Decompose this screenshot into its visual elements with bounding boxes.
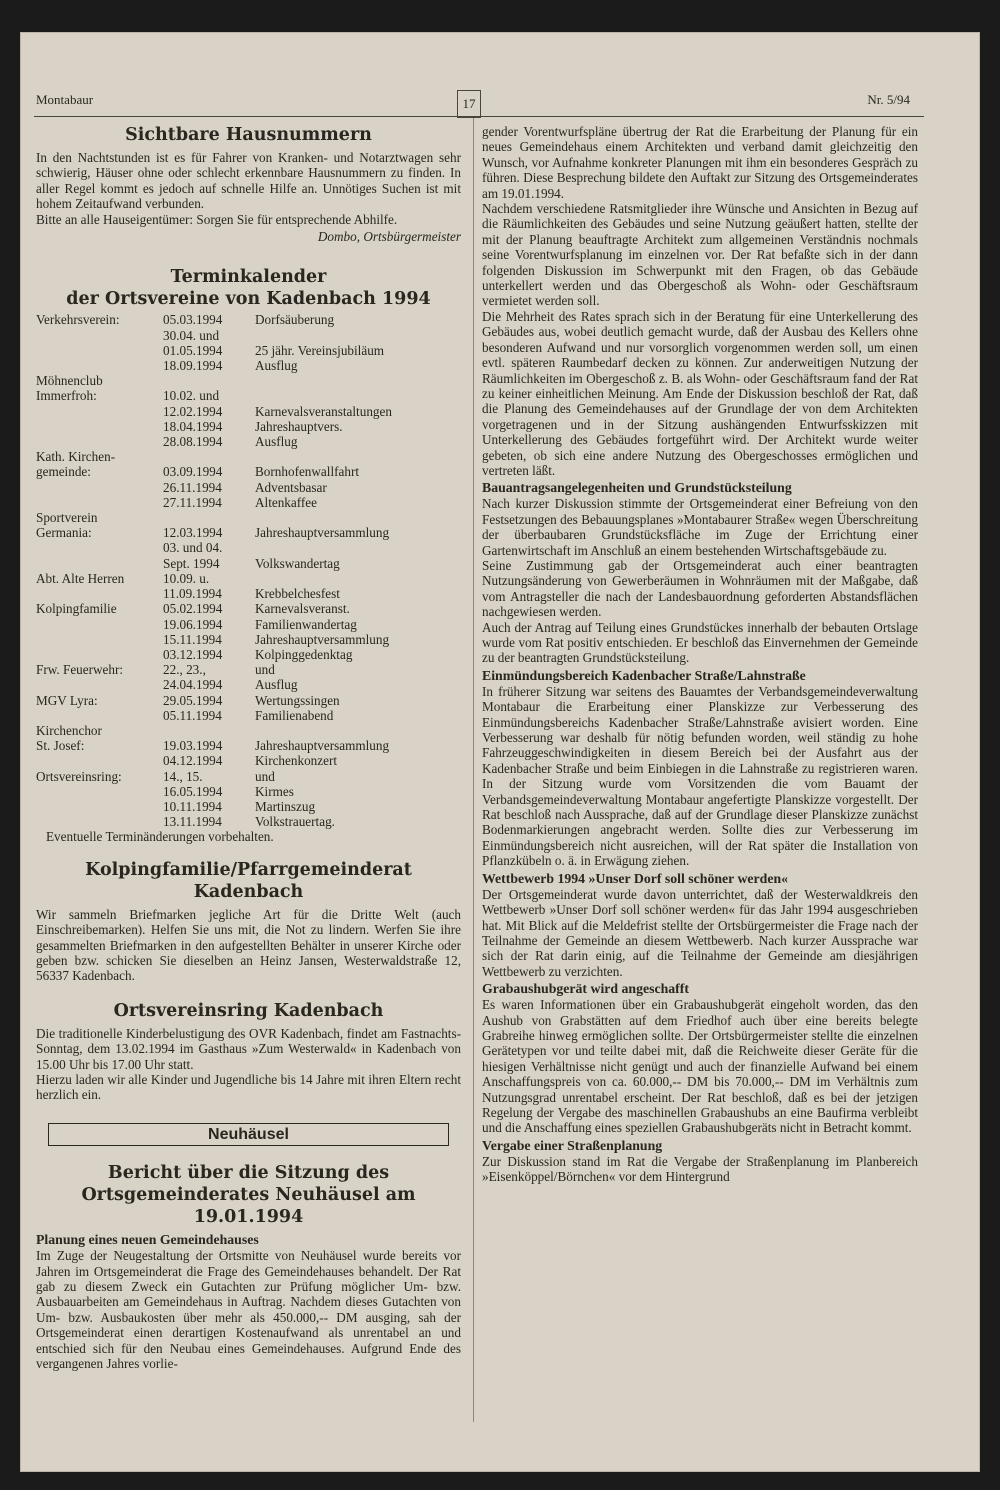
termin-event: Wertungssingen xyxy=(255,692,340,708)
subheadline-terminkalender: der Ortsvereine von Kadenbach 1994 xyxy=(66,289,431,310)
termin-event: Martinszug xyxy=(255,798,316,814)
termin-event: Ausflug xyxy=(255,434,298,450)
termin-event: Volkstrauertag. xyxy=(255,814,335,830)
paragraph: Auch der Antrag auf Teilung eines Grundstückes innerhalb der bebauten Ortslage wurde vom Rat positiv entschieden. Er beschloß das Einvernehmen der Gemeinde zu der beantragten Grundstücksteilung. xyxy=(482,619,918,666)
termin-event: Jahreshauptversammlung xyxy=(255,738,390,754)
headline-kolping: Kolpingfamilie/Pfarrgemeinderat Kadenbach xyxy=(85,859,412,902)
termin-row xyxy=(36,358,461,373)
header-town: Montabaur xyxy=(36,92,94,107)
termin-date: 05.11.1994 xyxy=(163,707,222,723)
paragraph: Hierzu laden wir alle Kinder und Jugendliche bis 14 Jahre mit ihren Eltern recht herzlich ein. xyxy=(36,1072,461,1103)
termin-event: Jahreshauptvers. xyxy=(255,418,343,434)
termin-row xyxy=(36,328,461,343)
headline-ovr: Ortsvereinsring Kadenbach xyxy=(113,1000,384,1021)
termin-row xyxy=(36,647,461,662)
termin-club xyxy=(36,814,163,829)
termin-event: Adventsbasar xyxy=(255,479,327,495)
termin-row xyxy=(36,373,461,388)
subheadline-bericht: Ortsgemeinderates Neuhäusel am 19.01.1994 xyxy=(81,1185,416,1228)
termin-date: 29.05.1994 xyxy=(163,692,223,708)
termin-date: 12.02.1994 xyxy=(163,403,223,419)
paragraph: Seine Zustimmung gab der Ortsgemeinderat auch einer beantragten Nutzungsänderung von Gewerberäumen in Wohnräumen mit der Maßgabe, daß vom Antragsteller die nach der Landesbauordnung geforderten Abstandsflächen nachgewiesen werden. xyxy=(482,557,918,620)
termin-club xyxy=(36,343,163,358)
termin-row xyxy=(36,480,461,495)
termin-event xyxy=(255,373,461,388)
subhead: Bauantragsangelegenheiten und Grundstücksteilung xyxy=(482,480,792,496)
termin-event: Bornhofenwallfahrt xyxy=(255,464,359,480)
subhead: Einmündungsbereich Kadenbacher Straße/Lahnstraße xyxy=(482,667,806,683)
termin-date xyxy=(163,510,255,525)
paragraph: Die Mehrheit des Rates sprach sich in der Beratung für eine Unterkellerung des Gebäudes aus, wobei deutlich gemacht wurde, daß der Ausbau des Kellers ohne besonderen Aufwand und nur vorsorglich vorgenommen werden soll, um einen evtl. späteren Raumbedarf decken zu können. Zur anderweitigen Nutzung der Räumlichkeiten im Obergeschoß z. B. als Wohn- oder Geschäftsraum fand der Rat zu keiner einheitlichen Meinung. Am Ende der Diskussion beschloß der Rat, daß die Planung des Gemeindehauses auf der Grundlage der von dem Architekten vorgetragenen und in der Sitzung aushängenden Entwurfsskizzen mit Unterkellerung des Gebäudes fortgeführt wird. Der Architekt wurde weiter gebeten, ob sich eine andere Nutzung des Obergeschosses ermöglichen und vertreten läßt. xyxy=(482,308,918,478)
termin-date: 22., 23., xyxy=(163,662,206,678)
termin-event xyxy=(255,510,461,525)
termin-event: Karnevalsveranst. xyxy=(255,601,350,617)
termin-club: St. Josef: xyxy=(36,738,85,754)
termin-row xyxy=(36,708,461,723)
termin-club xyxy=(36,404,163,419)
termin-date: 27.11.1994 xyxy=(163,494,222,510)
termin-row xyxy=(36,814,461,829)
termin-club: Ortsvereinsring: xyxy=(36,768,122,784)
subhead: Grabaushubgerät wird angeschafft xyxy=(482,981,689,997)
termin-club xyxy=(36,632,163,647)
termin-date: 10.09. u. xyxy=(163,570,210,586)
termin-note: Eventuelle Terminänderungen vorbehalten. xyxy=(46,829,274,845)
article-terminkalender xyxy=(36,266,461,844)
paragraph: In den Nachtstunden ist es für Fahrer von Kranken- und Notarztwagen sehr schwierig, Häuser ohne oder schlecht erkennbare Hausnummern zu finden. In aller Regel kommt es jedoch auf schnelle Hilfe an. Unnötiges Suchen ist mit hohem Zeitaufwand verbunden. xyxy=(36,150,461,212)
termin-club xyxy=(36,617,163,632)
section-box-neuhaeusel: Neuhäusel xyxy=(48,1123,449,1146)
termin-date: 13.11.1994 xyxy=(163,814,222,830)
termin-club: Kirchenchor xyxy=(36,722,102,738)
termin-date: 10.02. und xyxy=(163,388,220,404)
termin-event xyxy=(255,449,461,464)
termin-row xyxy=(36,449,461,464)
subhead: Planung eines neuen Gemeindehauses xyxy=(36,1232,259,1248)
termin-date: 19.06.1994 xyxy=(163,616,223,632)
termin-club xyxy=(36,784,163,799)
termin-club xyxy=(36,358,163,373)
termin-date xyxy=(163,723,255,738)
article-ovr xyxy=(36,1000,461,1103)
termin-row xyxy=(36,312,461,327)
termin-row xyxy=(36,617,461,632)
termin-row xyxy=(36,586,461,601)
termin-club: Immerfroh: xyxy=(36,388,97,404)
termin-club xyxy=(36,677,163,692)
termin-date: 26.11.1994 xyxy=(163,479,222,495)
termin-row xyxy=(36,419,461,434)
paragraph: Die traditionelle Kinderbelustigung des OVR Kadenbach, findet am Fastnachts-Sonntag, dem 13.02.1994 im Gasthaus »Zum Westerwald« in Kadenbach von 15.00 Uhr bis 17.00 Uhr statt. xyxy=(36,1025,461,1072)
termin-row xyxy=(36,495,461,510)
paragraph: Bitte an alle Hauseigentümer: Sorgen Sie für entsprechende Abhilfe. xyxy=(36,211,398,227)
termin-date: 11.09.1994 xyxy=(163,586,222,602)
termin-row xyxy=(36,784,461,799)
subhead: Vergabe einer Straßenplanung xyxy=(482,1137,663,1153)
termin-club xyxy=(36,419,163,434)
termin-date xyxy=(163,449,255,464)
paragraph: gender Vorentwurfspläne übertrug der Rat die Erarbeitung der Planung für ein neues Gemeindehaus einem Architekten und verband damit gleichzeitig den Wunsch, vor Aufnahme konkreter Planungen mit ihm ein besonderes Gespräch zu führen. Diese Besprechung bildete den Auftakt zur Sitzung des Ortsgemeinderates am 19.01.1994. xyxy=(482,124,918,201)
article-hausnummern xyxy=(36,124,461,244)
termin-row xyxy=(36,632,461,647)
termin-club: Kolpingfamilie xyxy=(36,601,117,617)
termin-club: Frw. Feuerwehr: xyxy=(36,662,124,678)
termin-date: 01.05.1994 xyxy=(163,342,223,358)
termin-event: und xyxy=(255,662,275,678)
signature: Dombo, Ortsbürgermeister xyxy=(317,229,461,245)
termin-event xyxy=(255,540,461,555)
newspaper-page xyxy=(20,32,980,1472)
issue-number: Nr. 5/94 xyxy=(867,92,910,107)
termin-club: Abt. Alte Herren xyxy=(36,570,125,586)
termin-row xyxy=(36,388,461,403)
termin-date: 14., 15. xyxy=(163,768,203,784)
headline-bericht: Bericht über die Sitzung des xyxy=(107,1163,390,1184)
paragraph: Wir sammeln Briefmarken jegliche Art für die Dritte Welt (auch Einschreibemarken). Helfen Sie uns mit, die Not zu lindern. Werfen Sie ihre gesammelten Briefmarken in den aufgestellten Behälter in unserer Kirche oder geben bzw. schicken Sie dieselben an Heinz Jansen, Westerwaldstraße 12, 56337 Kadenbach. xyxy=(36,906,461,984)
column-divider xyxy=(473,118,474,1422)
termin-event: Ausflug xyxy=(255,358,298,374)
termin-club: Kath. Kirchen- xyxy=(36,449,116,465)
termin-event: Familienwandertag xyxy=(255,616,357,632)
termin-date: 05.03.1994 xyxy=(163,312,223,328)
termin-club xyxy=(36,799,163,814)
termin-row xyxy=(36,769,461,784)
paragraph: Im Zuge der Neugestaltung der Ortsmitte von Neuhäusel wurde bereits vor Jahren im Ortsgemeinderat die Frage des Gemeindehauses behandelt. Der Rat gab zu diesem Zweck ein Gutachten zur Prüfung möglicher Um- bzw. Ausbauarbeiten am Gemeindehaus in Auftrag. Nachdem dieses Gutachten von Um- bzw. Ausbaukosten über mehr als 450.000,-- DM ausging, sah der Ortsgemeinderat einen derartigen Kostenaufwand als unrentabel an und entschied sich für den Neubau eines Gemeindehauses. Aufgrund Ende des vergangenen Jahres vorlie- xyxy=(36,1248,461,1372)
termin-club: gemeinde: xyxy=(36,464,91,480)
termin-row xyxy=(36,601,461,616)
termin-event: Dorfsäuberung xyxy=(255,312,335,328)
termin-row xyxy=(36,753,461,768)
termin-date: 04.12.1994 xyxy=(163,753,223,769)
termin-club: Verkehrsverein: xyxy=(36,312,120,328)
termin-event: Kolpinggedenktag xyxy=(255,646,353,662)
termin-event xyxy=(255,388,461,403)
termin-date: 05.02.1994 xyxy=(163,601,223,617)
termin-row xyxy=(36,677,461,692)
termin-date: 03.09.1994 xyxy=(163,464,223,480)
termin-event: und xyxy=(255,768,275,784)
termin-row xyxy=(36,693,461,708)
termin-club xyxy=(36,556,163,571)
termin-row xyxy=(36,464,461,479)
termin-event: Jahreshauptversammlung xyxy=(255,631,390,647)
termin-date xyxy=(163,373,255,388)
header-rule xyxy=(34,116,924,117)
paragraph: In früherer Sitzung war seitens des Bauamtes der Verbandsgemeindeverwaltung Montabaur die Erarbeitung einer Planskizze zur Verbesserung des Einmündungsbereichs Kadenbacher Straße/Lahnstraße avisiert worden. Eine Verbesserung war deshalb für nötig befunden worden, weil ständig zu hohe Fahrzeuggeschwindigkeiten in diesem Bereich bei der Ausfahrt aus der Kadenbacher Straße und beim Einbiegen in die Lahnstraße zu registrieren waren. In der Sitzung wurde vom Vorsitzenden die vom Bauamt der Verbandsgemeindeverwaltung Montabaur angefertigte Planskizze vorgestellt. Der Rat beschloß nach Aussprache, daß auf der Grundlage dieser Planskizze zunächst Bodenmarkierungen angebracht werden. Sollte dies zur Verbesserung im Einmündungsbereich nicht ausreichen, will der Rat später die Installation von Pflanzkübeln o. ä. in Erwägung ziehen. xyxy=(482,683,918,869)
termin-event: Krebbelchesfest xyxy=(255,586,340,602)
termin-club xyxy=(36,480,163,495)
termin-club xyxy=(36,708,163,723)
termin-table xyxy=(36,312,461,829)
termin-row xyxy=(36,738,461,753)
termin-event: Altenkaffee xyxy=(255,494,317,510)
termin-date: 03. und 04. xyxy=(163,540,223,556)
termin-event xyxy=(255,723,461,738)
termin-event xyxy=(255,571,461,586)
termin-club xyxy=(36,647,163,662)
termin-row xyxy=(36,556,461,571)
termin-date: 10.11.1994 xyxy=(163,798,222,814)
termin-date: Sept. 1994 xyxy=(163,555,220,571)
right-column xyxy=(482,124,918,1185)
paragraph: Nachdem verschiedene Ratsmitglieder ihre Wünsche und Ansichten in Bezug auf die Räumlichkeiten des Gebäudes und seine Nutzung geäußert hatten, stellte der mit der Planung beauftragte Architekt zum allgemeinen Verständnis nochmals seine Vorentwurfsplanung im einzelnen vor. Der Rat befaßte sich in der dann folgenden Diskussion im Schwerpunkt mit den Fragen, ob das Gebäude unterkellert werden und das Obergeschoß als Wohn- oder Geschäftsraum vermietet werden soll. xyxy=(482,201,918,309)
page-number: 17 xyxy=(457,90,481,118)
termin-club xyxy=(36,586,163,601)
termin-event xyxy=(255,328,461,343)
termin-event: Ausflug xyxy=(255,677,298,693)
termin-club xyxy=(36,434,163,449)
termin-event: Volkswandertag xyxy=(255,555,340,571)
termin-event: Familienabend xyxy=(255,707,334,723)
termin-date: 03.12.1994 xyxy=(163,646,223,662)
termin-date: 18.09.1994 xyxy=(163,358,223,374)
article-kolping xyxy=(36,859,461,984)
termin-club: Germania: xyxy=(36,525,92,541)
termin-event: 25 jähr. Vereinsjubiläum xyxy=(255,342,385,358)
paragraph: Nach kurzer Diskussion stimmte der Ortsgemeinderat einer Befreiung von den Festsetzungen des Bebauungsplanes »Montabaurer Straße« wegen Überschreitung der überbaubaren Grundstücksfläche im Zuge der Errichtung einer Gartenwirtschaft im Anschluß an einem bestehenden Wirtschaftsgebäude zu. xyxy=(482,496,918,558)
termin-row xyxy=(36,510,461,525)
termin-club xyxy=(36,540,163,555)
termin-club xyxy=(36,753,163,768)
termin-date: 18.04.1994 xyxy=(163,418,223,434)
termin-date: 12.03.1994 xyxy=(163,525,223,541)
termin-row xyxy=(36,799,461,814)
article-bericht xyxy=(36,1162,461,1371)
termin-row xyxy=(36,571,461,586)
paragraph: Der Ortsgemeinderat wurde davon unterrichtet, daß der Westerwaldkreis den Wettbewerb »Unser Dorf soll schöner werden« für das Jahr 1994 ausgeschrieben hat. Mit Blick auf die Meldefrist stellte der Ortsbürgermeister die Frage nach der Teilnahme der Gemeinde an diesem Wettbewerb. Nach kurzer Aussprache war sich der Rat darin einig, auf die Teilnahme der Gemeinde am diesjährigen Wettbewerb zu verzichten. xyxy=(482,886,918,979)
termin-row xyxy=(36,525,461,540)
termin-event: Jahreshauptversammlung xyxy=(255,525,390,541)
termin-date: 15.11.1994 xyxy=(163,631,222,647)
termin-row xyxy=(36,723,461,738)
termin-date: 30.04. und xyxy=(163,327,220,343)
termin-club: Möhnenclub xyxy=(36,373,103,389)
termin-row xyxy=(36,540,461,555)
headline-hausnummern: Sichtbare Hausnummern xyxy=(125,125,372,145)
termin-row xyxy=(36,434,461,449)
headline-terminkalender: Terminkalender xyxy=(170,267,327,288)
termin-date: 28.08.1994 xyxy=(163,434,223,450)
termin-event: Kirmes xyxy=(255,783,294,799)
termin-club xyxy=(36,495,163,510)
termin-event: Karnevalsveranstaltungen xyxy=(255,403,392,419)
termin-event: Kirchenkonzert xyxy=(255,753,338,769)
termin-row xyxy=(36,662,461,677)
left-column xyxy=(36,124,461,1371)
termin-date: 24.04.1994 xyxy=(163,677,223,693)
paragraph: Es waren Informationen über ein Grabaushubgerät eingeholt worden, das den Aushub von Grabstätten auf dem Friedhof auch über eine bereits belegte Grabreihe hinweg ermöglichen sollte. Der Ortsbürgermeister stellte die einzelnen Gerätetypen vor und teilte dabei mit, daß die Reichweite dieser Geräte für die hiesigen Verhältnisse nicht genügt und auch der finanzielle Aufwand bei einem Anschaffungspreis von ca. 60.000,-- DM bis 70.000,-- DM im Verhältnis zum Nutzungsgrad unrentabel erscheint. Der Rat beschloß, daß es bei der jetzigen Regelung der Vergabe des maschinellen Grabaushubs an eine Baufirma verbleibt und die Anschaffung eines speziellen Grabaushubgeräts nicht in Betracht kommt. xyxy=(482,997,918,1136)
termin-row xyxy=(36,404,461,419)
termin-date: 16.05.1994 xyxy=(163,783,223,799)
termin-club: Sportverein xyxy=(36,510,98,526)
termin-row xyxy=(36,343,461,358)
paragraph: Zur Diskussion stand im Rat die Vergabe der Straßenplanung im Planbereich »Eisenköppel/Börnchen« vor dem Hintergrund xyxy=(482,1153,918,1185)
termin-club xyxy=(36,328,163,343)
subhead: Wettbewerb 1994 »Unser Dorf soll schöner werden« xyxy=(482,870,789,886)
termin-club: MGV Lyra: xyxy=(36,692,98,708)
termin-date: 19.03.1994 xyxy=(163,738,223,754)
